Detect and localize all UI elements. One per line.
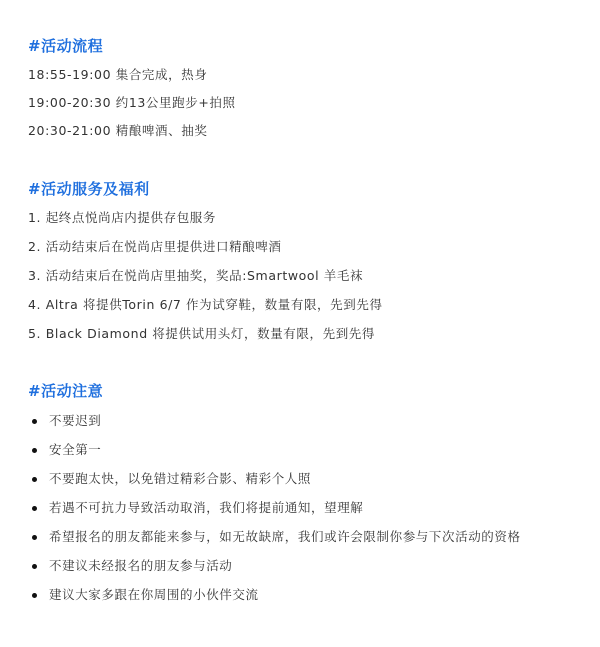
- schedule-item: 20:30-21:00 精酿啤酒、抽奖: [28, 123, 208, 138]
- notes-item-text: 希望报名的朋友都能来参与，如无故缺席，我们或许会限制你参与下次活动的资格: [49, 529, 521, 544]
- services-section: [28, 179, 580, 343]
- schedule-item: 19:00-20:30 约13公里跑步+拍照: [28, 95, 236, 110]
- notes-list: [28, 412, 580, 604]
- notes-item-text: 安全第一: [49, 442, 102, 457]
- services-item: 5. Black Diamond 将提供试用头灯，数量有限，先到先得: [28, 326, 376, 341]
- notes-item: [28, 470, 580, 488]
- notes-item: [28, 441, 580, 459]
- bullet-icon: [32, 419, 37, 424]
- schedule-heading: #活动流程: [28, 37, 104, 55]
- services-list: [28, 209, 580, 343]
- notes-item: [28, 412, 580, 430]
- schedule-item: 18:55-19:00 集合完成，热身: [28, 67, 208, 82]
- services-item: 1. 起终点悦尚店内提供存包服务: [28, 210, 217, 225]
- services-item: 2. 活动结束后在悦尚店里提供进口精酿啤酒: [28, 239, 282, 254]
- notes-item-text: 不要迟到: [49, 413, 102, 428]
- notes-item: [28, 528, 580, 546]
- notes-heading: #活动注意: [28, 382, 104, 400]
- notes-item: [28, 586, 580, 604]
- notes-item-text: 建议大家多跟在你周围的小伙伴交流: [49, 587, 259, 602]
- services-item: 4. Altra 将提供Torin 6/7 作为试穿鞋，数量有限，先到先得: [28, 297, 383, 312]
- services-item: 3. 活动结束后在悦尚店里抽奖，奖品:Smartwool 羊毛袜: [28, 268, 364, 283]
- notes-section: [28, 381, 580, 604]
- notes-item-text: 不建议未经报名的朋友参与活动: [49, 558, 233, 573]
- schedule-section: [28, 36, 580, 140]
- services-heading: #活动服务及福利: [28, 180, 150, 198]
- notes-item: [28, 499, 580, 517]
- notes-item-text: 若遇不可抗力导致活动取消，我们将提前通知，望理解: [49, 500, 364, 515]
- bullet-icon: [32, 448, 37, 453]
- bullet-icon: [32, 506, 37, 511]
- bullet-icon: [32, 477, 37, 482]
- bullet-icon: [32, 535, 37, 540]
- bullet-icon: [32, 564, 37, 569]
- bullet-icon: [32, 593, 37, 598]
- notes-item-text: 不要跑太快，以免错过精彩合影、精彩个人照: [49, 471, 312, 486]
- notes-item: [28, 557, 580, 575]
- schedule-list: [28, 66, 580, 140]
